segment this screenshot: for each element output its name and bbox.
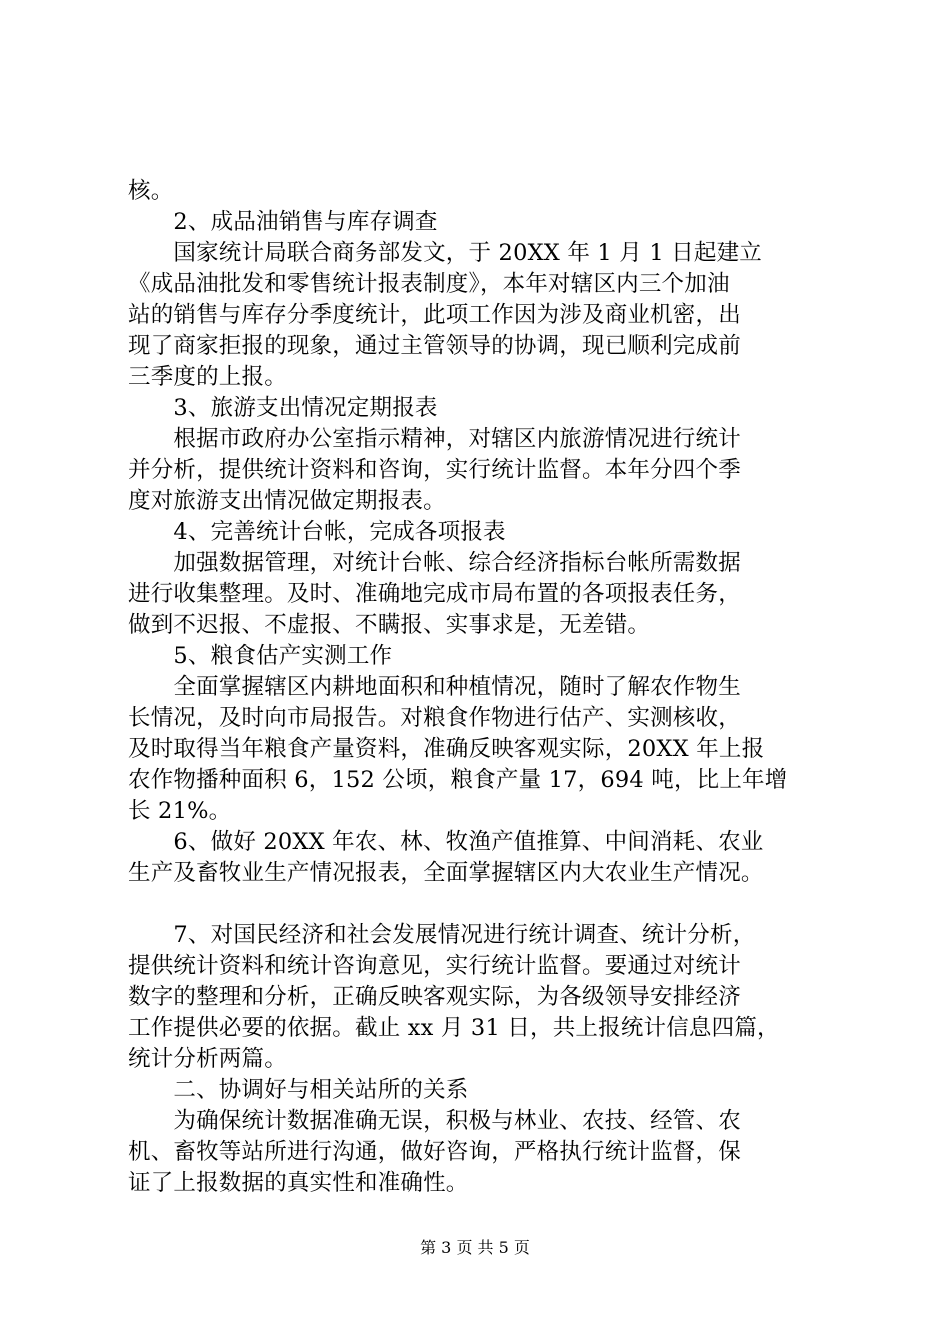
- text-line: 并分析，提供统计资料和咨询，实行统计监督。本年分四个季: [128, 457, 741, 483]
- text-line: 机、畜牧等站所进行沟通，做好咨询，严格执行统计监督，保: [128, 1139, 741, 1165]
- section-heading: 二、协调好与相关站所的关系: [128, 1077, 469, 1103]
- text-line: 为确保统计数据准确无误，积极与林业、农技、经管、农: [128, 1108, 741, 1134]
- text-line: 三季度的上报。: [128, 364, 287, 390]
- text-line: 7、对国民经济和社会发展情况进行统计调查、统计分析，: [128, 922, 756, 948]
- text-line: 长情况，及时向市局报告。对粮食作物进行估产、实测核收，: [128, 705, 741, 731]
- text-line: 生产及畜牧业生产情况报表，全面掌握辖区内大农业生产情况。: [128, 860, 764, 886]
- text-line: 《成品油批发和零售统计报表制度》，本年对辖区内三个加油: [128, 271, 730, 297]
- text-line: 全面掌握辖区内耕地面积和种植情况，随时了解农作物生: [128, 674, 741, 700]
- text-line: 工作提供必要的依据。截止 xx 月 31 日，共上报统计信息四篇，: [128, 1015, 780, 1041]
- text-line: 证了上报数据的真实性和准确性。: [128, 1170, 469, 1196]
- text-line: 度对旅游支出情况做定期报表。: [128, 488, 446, 514]
- section-heading: 3、旅游支出情况定期报表: [128, 395, 438, 421]
- text-line: 及时取得当年粮食产量资料，准确反映客观实际，20XX 年上报: [128, 736, 765, 762]
- text-line: 国家统计局联合商务部发文，于 20XX 年 1 月 1 日起建立: [128, 240, 763, 266]
- text-line: 6、做好 20XX 年农、林、牧渔产值推算、中间消耗、农业: [128, 829, 764, 855]
- text-line: 数字的整理和分析，正确反映客观实际，为各级领导安排经济: [128, 984, 741, 1010]
- text-line: 根据市政府办公室指示精神，对辖区内旅游情况进行统计: [128, 426, 741, 452]
- text-line: 核。: [128, 178, 174, 204]
- text-line: 现了商家拒报的现象，通过主管领导的协调，现已顺利完成前: [128, 333, 741, 359]
- text-line: 提供统计资料和统计咨询意见，实行统计监督。要通过对统计: [128, 953, 741, 979]
- text-line: 长 21%。: [128, 798, 232, 824]
- text-line: 进行收集整理。及时、准确地完成市局布置的各项报表任务，: [128, 581, 741, 607]
- page-number-footer: 第 3 页 共 5 页: [420, 1238, 530, 1257]
- text-line: 做到不迟报、不虚报、不瞒报、实事求是，无差错。: [128, 612, 651, 638]
- section-heading: 5、粮食估产实测工作: [128, 643, 393, 669]
- text-line: 统计分析两篇。: [128, 1046, 287, 1072]
- section-heading: 4、完善统计台帐，完成各项报表: [128, 519, 506, 545]
- section-heading: 2、成品油销售与库存调查: [128, 209, 438, 235]
- text-line: 农作物播种面积 6，152 公顷，粮食产量 17，694 吨，比上年增: [128, 767, 788, 793]
- text-line: 站的销售与库存分季度统计，此项工作因为涉及商业机密，出: [128, 302, 741, 328]
- text-line: 加强数据管理，对统计台帐、综合经济指标台帐所需数据: [128, 550, 741, 576]
